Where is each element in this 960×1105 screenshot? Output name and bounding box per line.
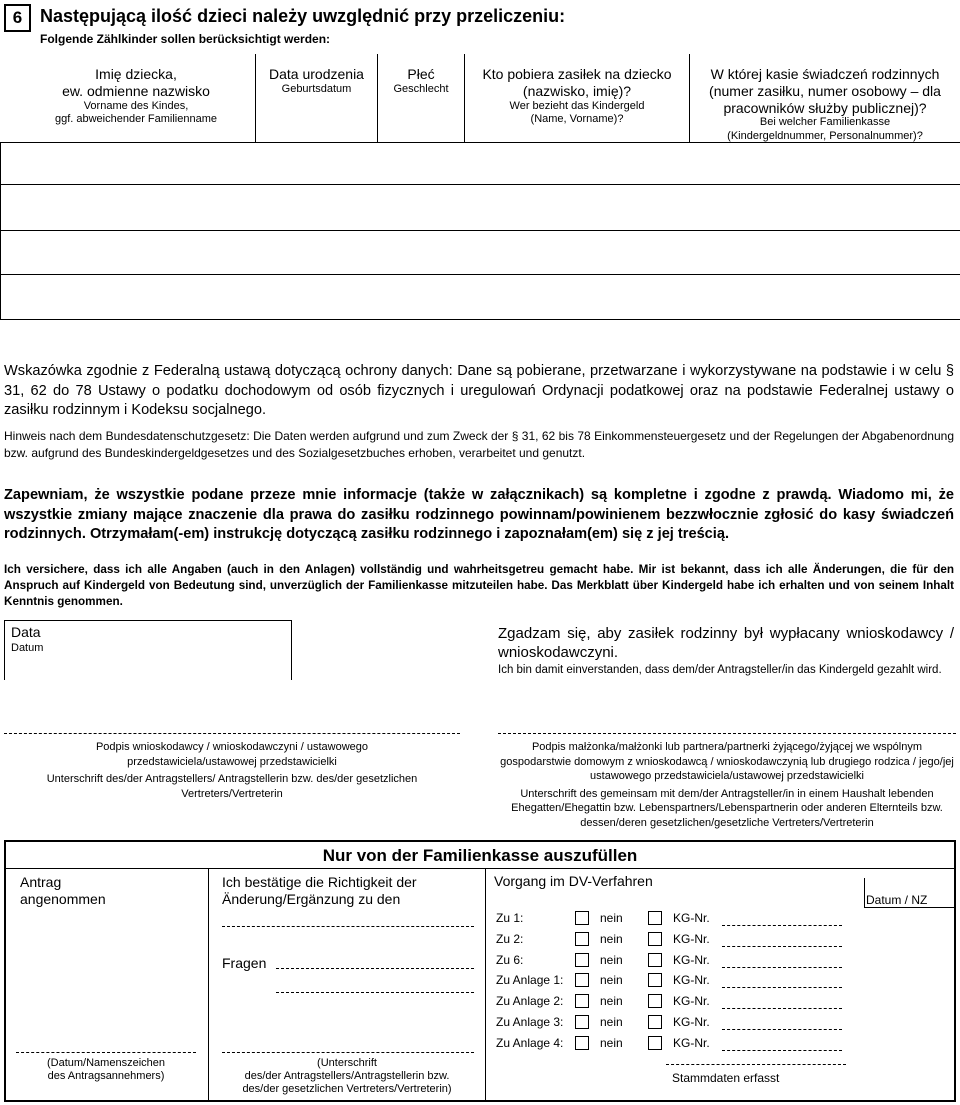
kg-number-label: KG-Nr. xyxy=(673,1015,710,1029)
kg-checkbox[interactable] xyxy=(648,994,662,1008)
dv-row-label: Zu Anlage 2: xyxy=(496,994,564,1008)
nein-checkbox[interactable] xyxy=(575,953,589,967)
dv-row-label: Zu Anlage 1: xyxy=(496,973,564,987)
col-birthdate-header: Data urodzenia Geburtsdatum xyxy=(269,66,364,95)
children-table xyxy=(0,54,960,320)
questions-line-2[interactable] xyxy=(276,968,474,969)
dv-row-label: Zu 1: xyxy=(496,911,524,925)
assurance-pl: Zapewniam, że wszystkie podane przeze mnie informacje (także w załącznikach) są kompletne i zgodne z prawdą. Wiadomo mi, że wszystkie zmiany mające znaczenie dla prawa do zasiłku rodzinnego powinnam/powinienem bezzwłocznie zgłosić do kasy świadczeń rodzinnych. Otrzymałam(-em) instrukcję dotyczącą zasiłku rodzinnego i zapoznałam(em) się z jej treścią. xyxy=(4,487,954,542)
kg-number-line[interactable] xyxy=(722,1050,842,1051)
signature-line-partner[interactable] xyxy=(498,733,956,734)
kg-number-line[interactable] xyxy=(722,967,842,968)
dv-row-label: Zu 6: xyxy=(496,953,524,967)
kg-number-label: KG-Nr. xyxy=(673,953,710,967)
section-number: 6 xyxy=(4,4,31,32)
confirm-signature-line[interactable] xyxy=(222,1052,474,1053)
kg-number-line[interactable] xyxy=(722,987,842,988)
kg-number-line[interactable] xyxy=(722,925,842,926)
signature-applicant-label: Podpis wnioskodawcy / wnioskodawczyni / ustawowego przedstawiciela/ustawowej przedstawicielki Unterschrift des/der Antragstellers/ Antragstellerin bzw. des/der gesetzlichen Vertreters/Vertreterin xyxy=(46,741,418,800)
nein-label: nein xyxy=(600,1015,623,1029)
col-child-name-header: Imię dziecka, ew. odmienne nazwisko Vorname des Kindes, ggf. abweichender Familienname xyxy=(54,66,218,125)
signature-line-applicant[interactable] xyxy=(4,733,460,734)
application-accepted-label: Antrag angenommen xyxy=(20,874,106,907)
signature-partner-label: Podpis małżonka/małżonki lub partnera/partnerki żyjącego/żyjącej we wspólnym gospodarstwie domowym z wnioskodawcą / wnioskodawczynią lub drugiego rodzica / jego/jej ustawowego przedstawiciela/ustawowej przedstawicielki Unterschrift des gemeinsam mit dem/der Antragsteller/in in einem Haushalt lebenden Ehegatten/Ehegattin bzw. Lebenspartners/Lebenspartnerin oder anderen Elternteils bzw. dessen/deren gesetzlichen/gesetzliche Vertreters/Vertreterin xyxy=(500,741,954,829)
nein-label: nein xyxy=(600,1036,623,1050)
kg-checkbox[interactable] xyxy=(648,1036,662,1050)
nein-label: nein xyxy=(600,994,623,1008)
nein-label: nein xyxy=(600,973,623,987)
nein-label: nein xyxy=(600,911,623,925)
nein-label: nein xyxy=(600,953,623,967)
date-field[interactable] xyxy=(4,620,292,680)
dv-row-label: Zu Anlage 3: xyxy=(496,1015,564,1029)
col-recipient-header: Kto pobiera zasiłek na dziecko (nazwisko, imię)? Wer bezieht das Kindergeld (Name, Vorname)? xyxy=(482,66,672,125)
kg-number-line[interactable] xyxy=(722,1029,842,1030)
table-row[interactable] xyxy=(1,143,959,184)
kg-number-line[interactable] xyxy=(722,1008,842,1009)
office-title: Nur von der Familienkasse auszufüllen xyxy=(322,846,638,865)
kg-number-line[interactable] xyxy=(722,946,842,947)
nein-label: nein xyxy=(600,932,623,946)
kg-number-label: KG-Nr. xyxy=(673,1036,710,1050)
date-nz-label: Datum / NZ xyxy=(866,893,928,907)
kg-checkbox[interactable] xyxy=(648,1015,662,1029)
nein-checkbox[interactable] xyxy=(575,973,589,987)
questions-line-1[interactable] xyxy=(222,926,474,927)
table-row[interactable] xyxy=(1,185,959,230)
kg-number-label: KG-Nr. xyxy=(673,973,710,987)
col-family-fund-header: W której kasie świadczeń rodzinnych (numer zasiłku, numer osobowy – dla pracowników służby publicznej)? Bei welcher Familienkasse (Kindergeldnummer, Personalnummer)? xyxy=(709,66,941,142)
accepted-signature-line[interactable] xyxy=(16,1052,196,1053)
section-subtitle: Folgende Zählkinder sollen berücksichtigt werden: xyxy=(40,32,331,46)
kg-number-label: KG-Nr. xyxy=(673,994,710,1008)
date-label: Data xyxy=(11,624,41,640)
section-title: Następującą ilość dzieci należy uwzględnić przy przeliczeniu: xyxy=(40,6,566,26)
col-gender-header: Płeć Geschlecht xyxy=(393,66,449,95)
confirmation-label: Ich bestätige die Richtigkeit der Änderung/Ergänzung zu den xyxy=(222,874,417,907)
kg-checkbox[interactable] xyxy=(648,911,662,925)
table-row[interactable] xyxy=(1,275,959,319)
data-protection-notice-pl: Wskazówka zgodnie z Federalną ustawą dotyczącą ochrony danych: Dane są pobierane, przetwarzane i wykorzystywane na podstawie i w celu § 31, 62 do 78 Ustawy o podatku dochodowym od osób fizycznych i uregulowań Ordynacji podatkowej oraz na podstawie Federalnej ustawy o zasiłku rodzinnym i Kodeksu socjalnego. xyxy=(4,363,954,418)
questions-label: Fragen xyxy=(222,955,267,971)
dv-row-label: Zu Anlage 4: xyxy=(496,1036,564,1050)
nein-checkbox[interactable] xyxy=(575,911,589,925)
master-data-line[interactable] xyxy=(666,1064,846,1065)
kg-checkbox[interactable] xyxy=(648,973,662,987)
consent-de: Ich bin damit einverstanden, dass dem/der Antragsteller/in das Kindergeld gezahlt wird. xyxy=(498,664,942,676)
accepted-signature-label: (Datum/Namenszeichen des Antragsannehmers) xyxy=(47,1057,165,1082)
kg-checkbox[interactable] xyxy=(648,953,662,967)
nein-checkbox[interactable] xyxy=(575,994,589,1008)
assurance-de: Ich versichere, dass ich alle Angaben (auch in den Anlagen) vollständig und wahrheitsgetreu gemacht habe. Mir ist bekannt, dass ich alle Änderungen, die für den Anspruch auf Kindergeld von Bedeutung sind, unverzüglich der Familienkasse mitzuteilen habe. Das Merkblatt über Kindergeld habe ich erhalten und von seinem Inhalt Kenntnis genommen. xyxy=(4,563,954,608)
confirm-signature-label: (Unterschrift des/der Antragstellers/Antragstellerin bzw. des/der gesetzlichen Vertreters/Vertreterin) xyxy=(242,1057,452,1095)
consent-pl: Zgadzam się, aby zasiłek rodzinny był wypłacany wnioskodawcy / wnioskodawczyni. xyxy=(498,625,954,661)
date-label-de: Datum xyxy=(11,642,44,654)
kg-number-label: KG-Nr. xyxy=(673,932,710,946)
master-data-recorded-label: Stammdaten erfasst xyxy=(672,1071,780,1085)
kg-number-label: KG-Nr. xyxy=(673,911,710,925)
dv-row-label: Zu 2: xyxy=(496,932,524,946)
questions-line-3[interactable] xyxy=(276,992,474,993)
dv-process-label: Vorgang im DV-Verfahren xyxy=(494,873,653,889)
table-row[interactable] xyxy=(1,231,959,274)
nein-checkbox[interactable] xyxy=(575,1015,589,1029)
nein-checkbox[interactable] xyxy=(575,1036,589,1050)
kg-checkbox[interactable] xyxy=(648,932,662,946)
nein-checkbox[interactable] xyxy=(575,932,589,946)
data-protection-notice-de: Hinweis nach dem Bundesdatenschutzgesetz: Die Daten werden aufgrund und zum Zweck der § 31, 62 bis 78 Einkommensteuergesetz und der Regelungen der Abgabenordnung bzw. aufgrund des Bundeskindergeldgesetzes und des Sozialgesetzbuches erhoben, verarbeitet und genutzt. xyxy=(4,429,954,460)
